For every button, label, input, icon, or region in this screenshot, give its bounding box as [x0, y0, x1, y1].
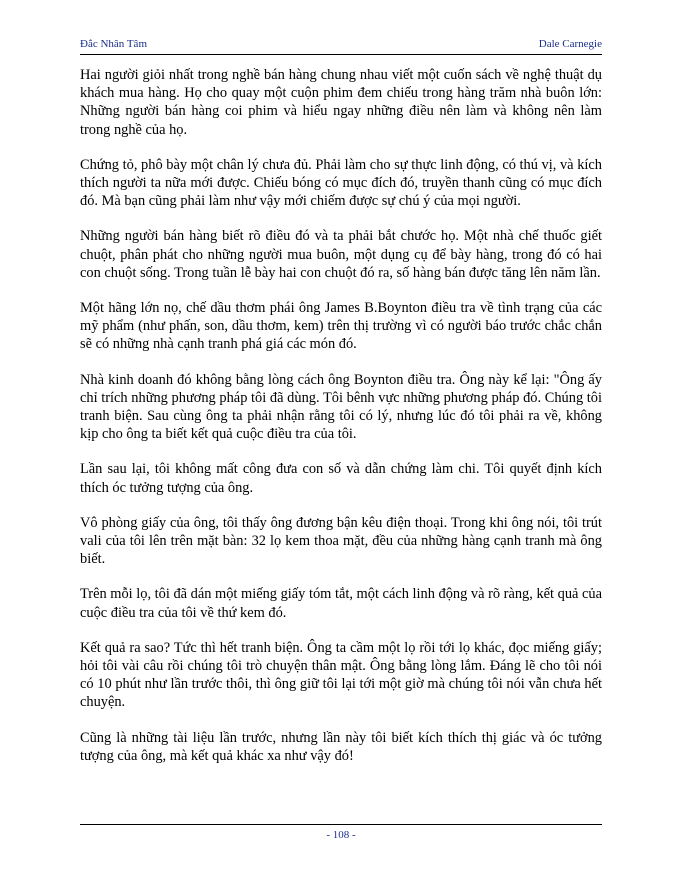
paragraph-3: Những người bán hàng biết rõ điều đó và ta phải bắt chước họ. Một nhà chế thuốc giết chuột, phân phát cho những người mua buôn, một dụng cụ để bày hàng, trong đó có hai con chuột sống. Trong tuần lễ bày hai con chuột đó ra, số hàng bán được tăng lên năm lần.: [80, 228, 602, 281]
author-name: Dale Carnegie: [538, 38, 602, 50]
paragraph-5: Nhà kinh doanh đó không bằng lòng cách ông Boynton điều tra. Ông này kể lại: "Ông ấy chỉ trích những phương pháp tôi đã dùng. Tôi bênh vực những phương pháp đó. Chúng tôi tranh biện. Sau cùng ông ta phải nhận rằng tôi có lý, nhưng lúc đó tôi phải ra về, không kịp cho ông ta biết kết quả cuộc điều tra của tôi.: [80, 371, 602, 443]
paragraph-4: Một hãng lớn nọ, chế dầu thơm phái ông James B.Boynton điều tra về tình trạng của các mỹ phẩm (như phấn, son, dầu thơm, kem) trên thị trường vì có người báo trước chắc chắn sẽ có những nhà cạnh tranh phá giá các món đó.: [80, 300, 602, 353]
paragraph-10: Cũng là những tài liệu lần trước, nhưng lần này tôi biết kích thích thị giác và óc tưởng tượng của ông, mà kết quả khác xa như vậy đó!: [80, 729, 602, 764]
paragraph-9: Kết quả ra sao? Tức thì hết tranh biện. Ông ta cầm một lọ rồi tới lọ khác, đọc miếng giấy; hỏi tôi vài câu rồi chúng tôi trò chuyện thân mật. Ông bằng lòng lắm. Đáng lẽ cho tôi nói có 10 phút như lần trước thôi, thì ông giữ tôi lại tới một giờ mà chúng tôi nói vẫn chưa hết chuyện.: [80, 639, 602, 711]
page-content: [80, 66, 602, 782]
paragraph-2: Chứng tỏ, phô bày một chân lý chưa đủ. Phải làm cho sự thực linh động, có thú vị, và kích thích người ta nữa mới được. Chiếu bóng có mục đích đó, truyền thanh cũng có mục đích đó. Mà bạn cũng phải làm như vậy mới chiếm được sự chú ý của mọi người.: [80, 156, 602, 210]
book-title: Đắc Nhân Tâm: [80, 38, 147, 50]
page-footer: [80, 824, 602, 843]
page-header: [80, 38, 602, 55]
paragraph-1: Hai người giỏi nhất trong nghề bán hàng chung nhau viết một cuốn sách về nghệ thuật dụ khách mua hàng. Họ cho quay một cuộn phim đem chiếu trong hàng trăm nhà buôn lớn: Những người bán hàng coi phim và hiểu ngay những điều nên làm và không nên làm trong nghề của họ.: [80, 67, 602, 138]
page-number: - 108 -: [326, 829, 356, 841]
paragraph-6: Lần sau lại, tôi không mất công đưa con số và dẫn chứng làm chi. Tôi quyết định kích thích óc tưởng tượng của ông.: [80, 461, 602, 496]
paragraph-7: Vô phòng giấy của ông, tôi thấy ông đương bận kêu điện thoại. Trong khi ông nói, tôi trút vali của tôi lên trên mặt bàn: 32 lọ kem thoa mặt, đều của những hàng cạnh tranh mà ông biết.: [80, 514, 602, 568]
paragraph-8: Trên mỗi lọ, tôi đã dán một miếng giấy tóm tắt, một cách linh động và rõ ràng, kết quả của cuộc điều tra của tôi về thứ kem đó.: [80, 586, 602, 621]
